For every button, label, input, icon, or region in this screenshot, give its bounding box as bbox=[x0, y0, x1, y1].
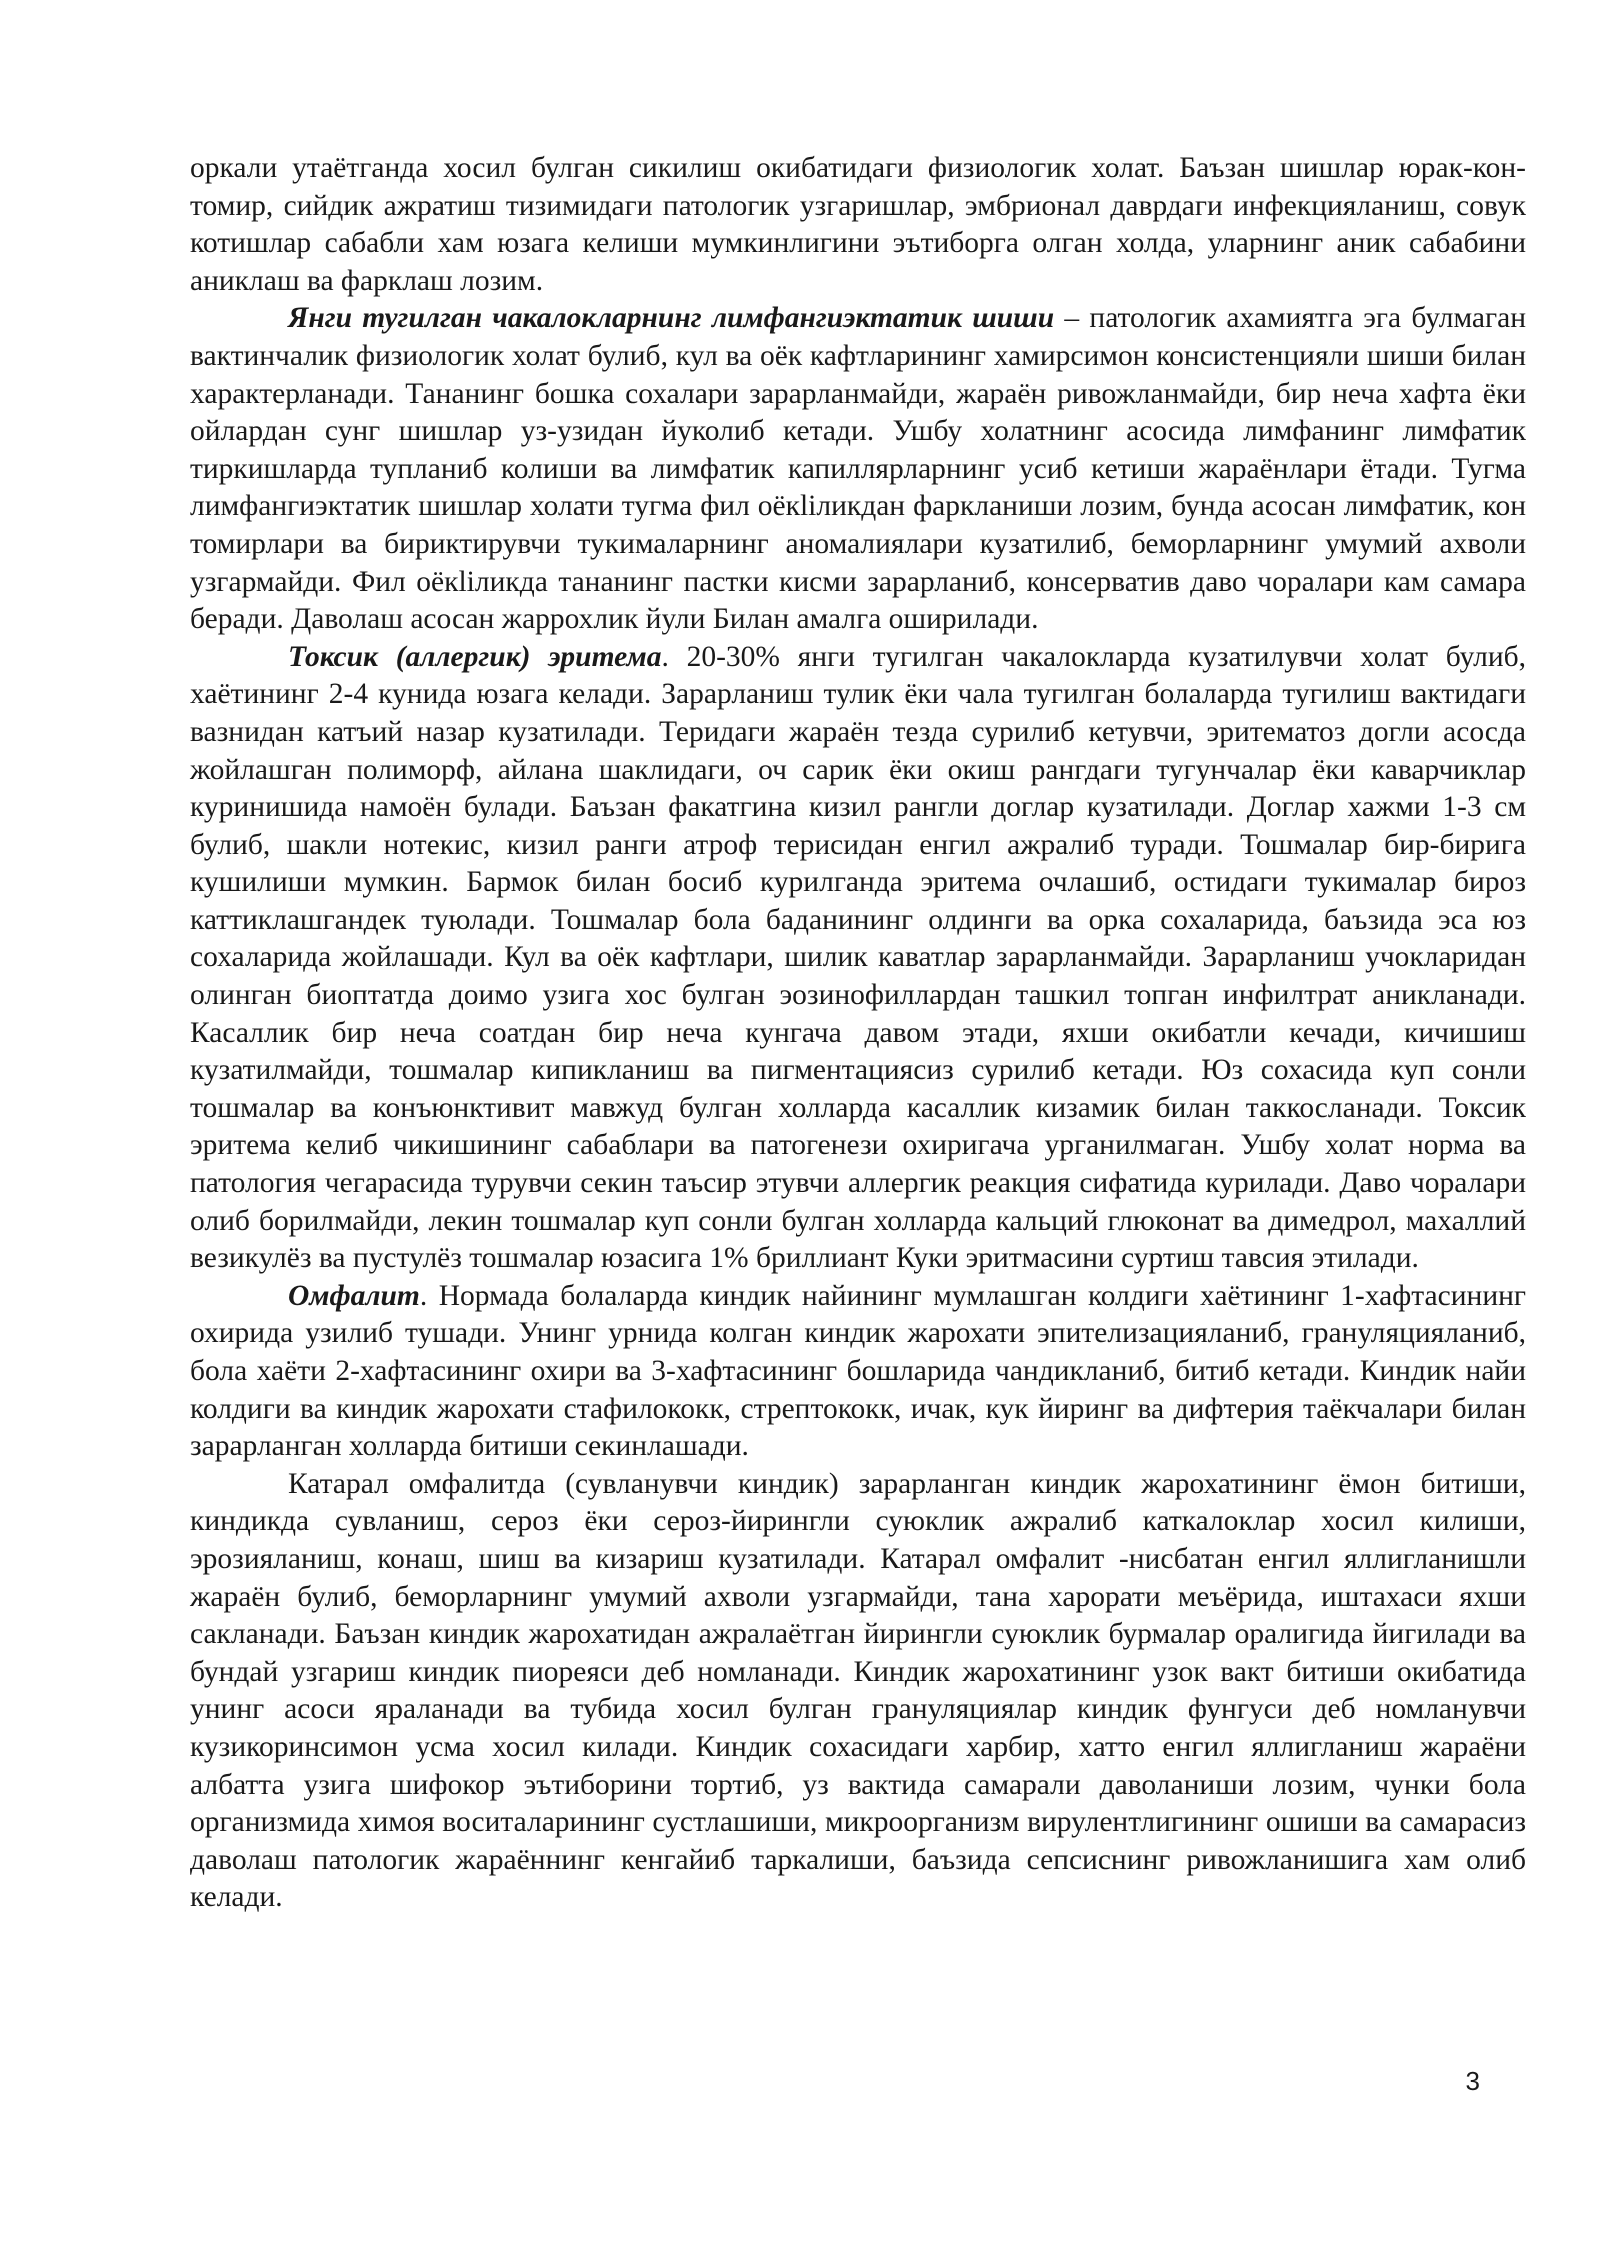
page-number: 3 bbox=[1465, 2066, 1480, 2096]
paragraph-text: . Нормада болаларда киндик найининг мумлашган колдиги хаётининг 1-хафтасининг охирида узилиб тушади. Унинг урнида колган киндик жарохати эпителизацияланиб, грануляцияланиб, бола хаёти 2-хафтасининг охири ва 3-хафтасининг бошларида чандикланиб, битиб кетади. Киндик найи колдиги ва киндик жарохати стафилококк, стрептококк, ичак, кук йиринг ва дифтерия таёкчалари билан зарарланган холларда битиши секинлашади. bbox=[190, 1279, 1526, 1463]
term-lymphangiectatic-edema: Янги тугилган чакалокларнинг лимфангиэктатик шиши bbox=[288, 302, 1055, 335]
paragraph-catarrhal-omphalitis: Катарал омфалитда (сувланувчи киндик) зарарланган киндик жарохатининг ёмон битиши, киндикда сувланиш, сероз ёки сероз-йирингли суюклик ажралиб каткалоклар хосил килиши, эрозияланиш, конаш, шиш ва кизариш кузатилади. Катарал омфалит -нисбатан енгил яллигланишли жараён булиб, беморларнинг умумий ахволи узгармайди, тана харорати меъёрида, иштахаси яхши сакланади. Баъзан киндик жарохатидан ажралаётган йирингли суюклик бурмалар оралигида йигилади ва бундай узгариш киндик пиореяси деб номланади. Киндик жарохатининг узок вакт битиши окибатида унинг асоси яраланади ва тубида хосил булган грануляциялар киндик фунгуси деб номланувчи кузикоринсимон усма хосил килади. Киндик сохасидаги харбир, хатто енгил яллигланиш жараёни албатта узига шифокор эътиборини тортиб, уз вактида самарали даволаниши лозим, чунки бола организмида химоя воситаларининг сустлашиши, микроорганизм вирулентлигининг ошиши ва самарасиз даволаш патологик жараённинг кенгайиб таркалиши, баъзида сепсиснинг ривожланишига хам олиб келади. bbox=[190, 1467, 1526, 1914]
term-omphalitis: Омфалит bbox=[288, 1279, 420, 1312]
document-body bbox=[190, 150, 1526, 1917]
paragraph-text: . 20-30% янги тугилган чакалокларда кузатилувчи холат булиб, хаётининг 2-4 кунида юзага келади. Зарарланиш тулик ёки чала тугилган болаларда тугилиш вактидаги вазнидан катъий назар кузатилади. Теридаги жараён тезда сурилиб кетувчи, эритематоз догли асосда жойлашган полиморф, айлана шаклидаги, оч сарик ёки окиш рангдаги тугунчалар ёки каварчиклар куринишида намоён булади. Баъзан факатгина кизил рангли доглар кузатилади. Доглар хажми 1-3 см булиб, шакли нотекис, кизил ранги атроф терисидан енгил ажралиб туради. Тошмалар бир-бирига кушилиши мумкин. Бармок билан босиб курилганда эритема очлашиб, остидаги тукималар бироз каттиклашгандек туюлади. Тошмалар бола баданининг олдинги ва орка сохаларида, баъзида эса юз сохаларида жойлашади. Кул ва оёк кафтлари, шилик каватлар зарарланмайди. Зарарланиш учокларидан олинган биоптатда доимо узига хос булган эозинофиллардан ташкил топган инфилтрат аникланади. Касаллик бир неча соатдан бир неча кунгача давом этади, яхши окибатли кечади, кичишиш кузатилмайди, тошмалар кипикланиш ва пигментациясиз сурилиб кетади. Юз сохасида куп сонли тошмалар ва конъюнктивит мавжуд булган холларда касаллик кизамик билан таккосланади. Токсик эритема келиб чикишининг сабаблари ва патогенези охиригача урганилмаган. Ушбу холат норма ва патология чегарасида турувчи секин таъсир этувчи аллергик реакция сифатида курилади. Даво чоралари олиб борилмайди, лекин тошмалар куп сонли булган холларда кальций глюконат ва димедрол, махаллий везикулёз ва пустулёз тошмалар юзасига 1% бриллиант Куки эритмасини суртиш тавсия этилади. bbox=[190, 640, 1526, 1275]
paragraph-lymphangiectatic-edema bbox=[190, 300, 1526, 638]
paragraph-toxic-erythema bbox=[190, 639, 1526, 1278]
paragraph-text: – патологик ахамиятга эга булмаган вактинчалик физиологик холат булиб, кул ва оёк кафтларининг хамирсимон консистенцияли шиши билан характерланади. Тананинг бошка сохалари зарарланмайди, жараён ривожланмайди, бир неча хафта ёки ойлардан сунг шишлар уз-узидан йуколиб кетади. Ушбу холатнинг асосида лимфанинг лимфатик тиркишларда тупланиб колиши ва лимфатик капиллярларнинг усиб кетиши жараёнлари ётади. Тугма лимфангиэктатик шишлар холати тугма фил оёкliликдан фаркланиши лозим, бунда асосан лимфатик, кон томирлари ва бириктирувчи тукималарнинг аномалиялари кузатилиб, беморларнинг умумий ахволи узгармайди. Фил оёкliликда тананинг пастки кисми зарарланиб, консерватив даво чоралари кам самара беради. Даволаш асосан жаррохлик йули Билан амалга оширилади. bbox=[190, 302, 1526, 636]
term-toxic-erythema: Токсик (аллергик) эритема bbox=[288, 640, 662, 673]
paragraph-omphalitis bbox=[190, 1278, 1526, 1466]
paragraph-continuation: оркали утаётганда хосил булган сикилиш окибатидаги физиологик холат. Баъзан шишлар юрак-кон-томир, сийдик ажратиш тизимидаги патологик узгаришлар, эмбрионал даврдаги инфекцияланиш, совук котишлар сабабли хам юзага келиши мумкинлигини эътиборга олган холда, уларнинг аник сабабини аниклаш ва фарклаш лозим. bbox=[190, 152, 1526, 297]
